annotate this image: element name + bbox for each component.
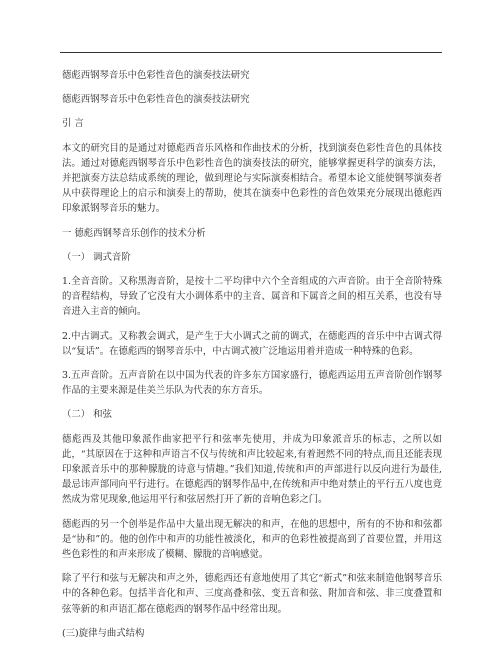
- subsection-heading-chords: （二） 和弦: [62, 409, 112, 421]
- intro-paragraph: 本文的研究目的是通过对德彪西音乐风格和作曲技术的分析，找到演奏色彩性音色的具体技法。通过对德彪西钢琴音乐中色彩性音色的演奏技法的研究，能够掌握更科学的演奏方法，并把演奏方法总结成系统的理论，做到理论与实际演奏相结合。希望本论文能使钢琴演奏者从中获得理论上的启示和演奏上的帮助，使其在演奏中色彩性的音色效果充分展现出德彪西印象派钢琴音乐的魅力。: [62, 142, 442, 215]
- header-divider: [60, 52, 442, 53]
- document-subtitle: 德彪西钢琴音乐中色彩性音色的演奏技法研究: [62, 94, 250, 106]
- paragraph-new-chords: 除了平行和弦与无解决和声之外，德彪西还有意地使用了其它“新式”和弦来制造他钢琴音乐中的各种色彩。包括半音化和声、三度高叠和弦、变五音和弦、附加音和弦、非三度叠置和弦等新的和声语汇都在德彪西的钢琴作品中经常出现。: [62, 573, 442, 615]
- paragraph-whole-tone-scale: 1.全音音阶。又称黑海音阶，是按十二平均律中六个全音组成的六声音阶。由于全音阶特殊的音程结构，导致了它没有大小调体系中的主音、属音和下属音之间的相互关系，也没有导音进入主音的倾向。: [62, 276, 442, 318]
- paragraph-parallel-chords: 德彪西及其他印象派作曲家把平行和弦率先使用，并成为印象派音乐的标志，之所以如此，“其原因在于这种和声语言不仅与传统和声比较起来,有着迥然不同的特点,而且还能表现印象派音乐中的那种朦胧的诗意与情趣。”我们知道,传统和声的声部进行以反向进行为最佳,最忌讳声部同向平行进行。在德彪西的钢琴作品中,在传统和声中绝对禁止的平行五八度也竟然成为常见现象,他运用平行和弦居然打开了新的音响色彩之门。: [62, 433, 442, 506]
- paragraph-church-modes: 2.中古调式。又称教会调式，是产生于大小调式之前的调式，在德彪西的音乐中中古调式得以“复话”。在德彪西的钢琴音乐中，中古调式被广泛地运用着并造成一种特殊的色彩。: [62, 330, 442, 357]
- subsection-heading-modes-scales: （一） 调式音阶: [62, 251, 131, 263]
- paragraph-unresolved-harmony: 德彪西的另一个创举是作品中大量出现无解决的和声，在他的思想中，所有的不协和和弦都是“协和”的。他的创作中和声的功能性被淡化，和声的色彩性被提高到了首要位置，并用这些色彩性的和声来形成了模糊、朦胧的音响感觉。: [62, 518, 442, 561]
- paragraph-pentatonic-scale: 3.五声音阶。五声音阶在以中国为代表的许多东方国家盛行，德彪西运用五声音阶创作钢琴作品的主要来源是佳美兰乐队为代表的东方音乐。: [62, 370, 442, 397]
- document-body: [62, 68, 442, 649]
- intro-heading: 引 言: [62, 118, 84, 130]
- subsection-heading-melody-form: (三)旋律与曲式结构: [62, 627, 145, 639]
- section-heading-technique-analysis: 一 德彪西钢琴音乐创作的技术分析: [62, 227, 206, 239]
- document-title: 德彪西钢琴音乐中色彩性音色的演奏技法研究: [62, 70, 250, 81]
